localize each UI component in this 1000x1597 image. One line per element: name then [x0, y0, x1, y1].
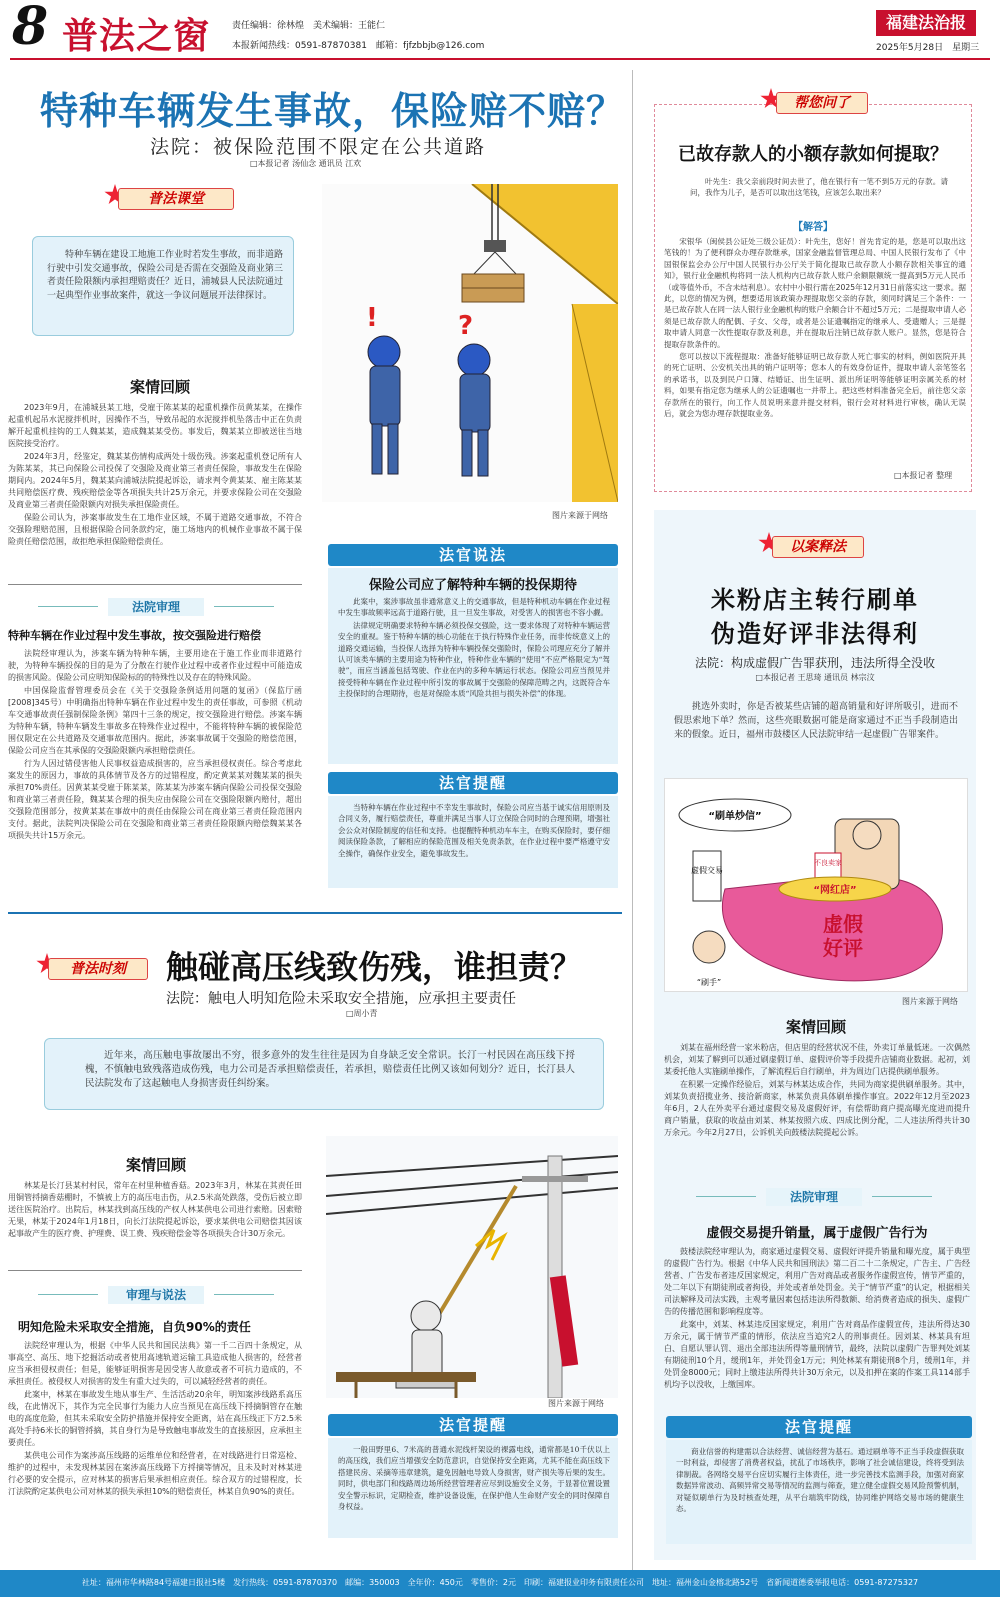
tag-label: 帮您问了	[776, 92, 868, 114]
paragraph: 某供电公司作为案涉高压线路的运维单位和经营者，在对线路进行日常巡检、维护的过程中，未发现林某因在案涉高压线路下方捋摘等情况，且未及时对林某进行必要的安全提示，应对林某的损害后果承担相应责任。综合双方的过错程度，长汀法院酌定某供电公司对林某的损失承担10%的赔偿责任，林某自负90%的责任。	[8, 1451, 302, 1496]
bubble-text: “刷单炒信”	[708, 811, 762, 822]
article2-byline: □周小青	[346, 1009, 378, 1018]
cartoon-illustration	[664, 778, 968, 992]
paper-logo	[876, 10, 976, 36]
tag-label: 普法时刻	[48, 958, 148, 980]
trial-section-bar: 法院审理	[766, 1188, 862, 1206]
footer-bar	[0, 1570, 1000, 1597]
judge-reminds-box	[328, 796, 618, 888]
svg-text:?: ?	[458, 311, 474, 341]
article4-title-line1: 米粉店主转行刷单	[711, 585, 919, 614]
divider	[8, 1270, 302, 1271]
trial-section-bar: 审理与说法	[108, 1286, 204, 1304]
hand-label: “刷手”	[696, 978, 722, 987]
paragraph: 法院经审理认为，涉案车辆为特种车辆，主要用途在于施工作业而非道路行驶，为特种车辆投保的目的是为了分散在行驶作业过程中或者作业过程中可能造成的损害风险。保险公司应明知保险标的的特殊性以及存在的特殊风险。	[8, 649, 302, 682]
power-line-drawing	[326, 1136, 618, 1398]
paragraph: 此案中，林某在事故发生地从事生产、生活活动20余年，明知案涉线路系高压线，在此情况下，其作为完全民事行为能力人应当预见在高压线下捋摘铜管存在触电的高度危险，但其未采取安全防护措施并保持安全距离，站在高压线正下方2.5米高处手持6米长的铜管捋摘，其自身行为是导致触电事故发生的直接原因，应承担主要责任。	[8, 1390, 302, 1447]
paragraph: 您可以按以下流程提取：准备好能够证明已故存款人死亡事实的材料，例如医院开具的死亡证明、公安机关出具的销户证明等；您本人的有效身份证件，提取申请人亲笔签名的承诺书，以及到民户口簿、结婚证、出生证明、派出所证明等能够证明亲属关系的材料，如果有指定您为继承人的公证遗嘱也一并带上。把这些材料准备完全后，前往您父亲存款所在的银行，向工作人员说明来意并提交材料，银行会对材料进行审核，确认无误后，就会为您办理存款提取业务。	[664, 352, 966, 419]
paragraph: 2023年9月，在浦城县某工地，受雇于陈某某的起重机操作员黄某某，在操作起重机起吊水泥搅拌机时，因操作不当，导致吊起的水泥搅拌机坠落击中正在负责解开起重机挂钩的工人魏某某，造成魏某某受伤。事发后，魏某某立即被送往当地医院接受治疗。	[8, 403, 302, 448]
article3-title: 已故存款人的小额存款如何提取？	[678, 144, 948, 165]
paragraph: 此案中，案涉事故虽非通常意义上的交通事故，但是特种机动车辆在作业过程中发生事故频率远高于道路行驶，且一旦发生事故，对受害人的损害也不容小觑。	[338, 597, 610, 618]
judge-explains-banner: 法官说法	[328, 544, 618, 566]
article1-case-text	[8, 402, 302, 580]
hotline: 本报新闻热线：0591-87870381 邮箱：fjfzbbjb@126.com	[232, 41, 485, 51]
article1-trial-text	[8, 648, 302, 894]
article2-trial-text	[8, 1340, 302, 1530]
masthead-rule	[10, 58, 990, 60]
tag-label: 普法课堂	[118, 188, 234, 210]
article1-trial-heading: 特种车辆在作业过程中发生事故，按交强险进行赔偿	[8, 629, 261, 642]
paragraph: 行为人因过错侵害他人民事权益造成损害的，应当承担侵权责任。综合考虑此案发生的原因力，事故的具体情节及各方的过错程度，酌定黄某某对魏某某的损失承担70%责任。因黄某某受雇于陈某某，陈某某为涉案车辆向保险公司投保交强险和商业第三者责任险，魏某某合理的损失应由保险公司在交强险限额内赔付，超出交强险范围部分，按黄某某在事故中的责任由保险公司在商业第三者责任险范围内支付。据此，法院判决保险公司在交强险和商业第三者责任险限额内赔偿魏某某各项损失共计15万余元。	[8, 759, 302, 840]
judge-reminds-banner: 法官提醒	[328, 1414, 618, 1436]
article2-intro: 近年来，高压触电事故屡出不穷，很多意外的发生往往是因为自身缺乏安全常识。长汀一村民因在高压线下捋槐，不慎触电致残落造成伤残，电力公司是否承担赔偿责任，若承担，赔偿责任比例又该如何划分？近日，长汀县人民法院发布了这起触电人身损害责任纠纷案。	[85, 1050, 575, 1089]
article1-intro-box	[32, 236, 294, 336]
fake-text-1: 虚假	[823, 912, 863, 936]
article4-subtitle: 法院：构成虚假广告罪获刑，违法所得全没收	[694, 656, 935, 670]
footer-text: 社址：福州市华林路84号福建日报社5楼 发行热线：0591-87870370 邮编：350003 全年价：450元 零售价：2元 印刷：福建报业印务有限责任公司 地址：福州金山金榕北路52号 省新闻道德委举报电话：0591-87275327	[81, 1578, 919, 1587]
judge-reminds-text: 当特种车辆在作业过程中不幸发生事故时，保险公司应当基于诚实信用原则及合同义务，履行赔偿责任，尊重并满足当事人订立保险合同时的合理预期，增强社会公众对保险制度的信任和支持。也提醒特种机动车车主，在购买保险时，要仔细阅读保险条款，了解相应的保险范围及相关免责条款，在作业过程中要严格遵守安全操作，确保作业安全，避免事故发生。	[338, 803, 610, 858]
article1-title: 特种车辆发生事故，保险赔不赔？	[40, 88, 626, 133]
image-credit: 图片来源于网络	[552, 511, 608, 520]
article4-intro: 挑选外卖时，你是否被某些店铺的超高销量和好评所吸引，进而不假思索地下单？然而，这些亮眼数据可能是商家通过不正当手段制造出来的假象。近日，福州市鼓楼区人民法院审结一起虚假广告罪案件。	[674, 702, 958, 740]
article1-subtitle: 法院：被保险范围不限定在公共道路	[150, 136, 487, 158]
article1-intro: 特种车辆在建设工地施工作业时若发生事故，而非道路行驶中引发交通事故，保险公司是否需在交强险及商业第三者责任险限额内承担理赔责任？近日，浦城县人民法院通过一起典型作业事故案件，就这一争议问题展开法律探讨。	[47, 250, 283, 301]
judge-reminds-box	[666, 1440, 972, 1544]
judge-explains-box	[328, 568, 618, 764]
article1-byline: □本报记者 汤仙念 通讯员 江欢	[250, 159, 362, 168]
column-divider	[632, 70, 633, 1570]
cartoon-drawing	[665, 779, 968, 992]
masthead	[0, 0, 1000, 62]
crane-drawing	[322, 184, 618, 502]
trial-section-bar: 法院审理	[108, 598, 204, 616]
article4-byline: □本报记者 王思琦 通讯员 林宗汶	[755, 673, 875, 682]
case-review-heading: 案情回顾	[785, 1018, 846, 1036]
case-review-heading: 案情回顾	[125, 1156, 186, 1174]
article2-case-text	[8, 1180, 302, 1262]
paragraph: 中国保险监督管理委员会在《关于交强险条例适用问题的复函》（保监厅函[2008]345号）中明确指出特种车辆在作业过程中发生的责任事故，可参照《机动车交通事故责任强制保险条例》第四十三条的规定，按交强险进行赔偿。涉案车辆为特种车辆，特种车辆发生事故多在特殊作业过程中，不能将特种车辆的被保险范围仅限定在公共道路及交通事故范围内。据此，涉案事故属于交强险的赔偿范围，保险公司应当在其承保的交强险限额内承担赔偿责任。	[8, 686, 302, 755]
paragraph: 此案中，刘某、林某违反国家规定，利用广告对商品作虚假宣传，违法所得达30万余元，属于情节严重的情形，依法应当追究2人的刑事责任。因刘某、林某具有坦白、自愿认罪认罚、退出全部违法所得等量刑情节，最终，法院以虚假广告罪判处刘某有期徒刑10个月，缓刑1年，并处罚金1万元；判处林某有期徒刑8个月，缓刑1年，并处罚金8000元；同时上缴违法所得共计30万余元，以及扣押在案的作案工具114部手机均予以没收，上缴国库。	[664, 1320, 970, 1389]
fake-text-2: 好评	[823, 936, 863, 960]
divider	[8, 584, 302, 585]
paragraph: 法律规定明确要求特种车辆必须投保交强险，这一要求体现了对特种车辆运营安全的重视。鉴于特种车辆的核心功能在于执行特殊作业任务，而非传统意义上的道路交通运输，当投保人选择为特种车辆投保交强险时，保险公司理应充分了解并认可该类车辆的主要用途为特种作业，特种作业车辆的“使用”不应严格限定为“驾驶”，而应当涵盖包括驾驶、作业在内的多种车辆运行状态。保险公司应当预见并接受特种车辆在作业过程中所引发的事故属于交强险的保障范畴之内，这既符合车主投保时的合理期待，也是对保险本质“风险共担与损失补偿”的体现。	[338, 620, 610, 699]
issue-date: 2025年5月28日 星期三	[876, 43, 980, 53]
judge-explains-text	[338, 596, 610, 760]
paragraph: 法院经审理认为，根据《中华人民共和国民法典》第一千二百四十条规定，从事高空、高压、地下挖掘活动或者使用高速轨道运输工具造成他人损害的，经营者应当承担侵权责任；但是，能够证明损害是因受害人故意或者不可抗力造成的，不承担责任。被侵权人对损害的发生有重大过失的，可以减轻经营者的责任。	[8, 1341, 302, 1386]
judge-reminds-box	[328, 1438, 618, 1538]
article2-intro-box	[44, 1038, 604, 1110]
judge-reminds-text: 商业信誉的构建需以合法经营、诚信经营为基石。通过刷单等不正当手段虚假获取一时利益，却侵害了消费者权益，扰乱了市场秩序，影响了社会诚信建设，终将受到法律制裁。各网络交易平台应切实履行主体责任，进一步完善技术监测手段，加强对商家数据异常波动、高频异常交易等情况的监测与筛查，建立健全虚假交易风险预警机制，对疑似刷单行为及时核查处理，从平台端筑牢防线，协同维护网络交易市场的健康生态。	[676, 1447, 964, 1514]
judge-reminds-banner: 法官提醒	[666, 1416, 972, 1438]
crane-illustration	[322, 184, 618, 502]
shop-sign: “网红店”	[813, 885, 857, 896]
paper-name: 福建法治报	[885, 13, 966, 32]
power-line-illustration	[326, 1136, 618, 1398]
deal-sign: 虚假交易	[691, 866, 723, 875]
judge-explains-heading: 保险公司应了解特种车辆的投保期待	[368, 578, 577, 593]
tag-label: 以案释法	[772, 536, 864, 558]
paragraph: 2024年3月，经鉴定，魏某某伤情构成两处十级伤残。涉案起重机登记所有人为陈某某，其已向保险公司投保了交强险及商业第三者责任保险，事故发生在保险期间内。2024年5月，魏某某向浦城法院提起诉讼，请求判令黄某某、雇主陈某某共同赔偿医疗费、残疾赔偿金等各项损失共计25万余元，并要求保险公司在交强险及商业第三者责任险限额内对损失承担保险责任。	[8, 452, 302, 509]
article4-title-line2: 伪造好评非法得利	[711, 619, 919, 648]
paragraph: 保险公司认为，涉案事故发生在工地作业区域，不属于道路交通事故，不符合交强险理赔范围，且根据保险合同条款约定，施工场地内的机械作业事故不属于保险责任赔偿范围，故拒绝承担保险赔偿责任。	[8, 513, 302, 546]
article3-answer-text	[664, 236, 966, 464]
article2-title: 触碰高压线致伤残，谁担责？	[166, 948, 583, 986]
section-title: 普法之窗	[62, 15, 211, 57]
divider	[8, 912, 622, 914]
case-review-heading: 案情回顾	[129, 378, 190, 396]
svg-text:!: !	[366, 303, 378, 333]
paragraph: 刘某在福州经营一家米粉店，但店里的经营状况不佳，外卖订单量低迷。一次偶然机会，刘某了解到可以通过刷虚假订单、虚假评价等手段提升店铺商业数据。起初，刘某委托他人实施刷单操作，了解流程后自行刷单，并为周边门店提供刷单服务。	[664, 1043, 970, 1076]
paragraph: 在积累一定操作经验后，刘某与林某达成合作，共同为商家提供刷单服务。其中，刘某负责招揽业务、接洽新商家，林某负责具体刷单操作事宜。2022年12月至2023年6月，2人在外卖平台通过虚假交易及虚假好评，有偿帮助商户提高曝光度进而提升商户销量，获取的收益由刘某、林某按照六成、四成比例分配，二人违法所得共计30万余元。今年2月27日，公诉机关向鼓楼法院提起公诉。	[664, 1080, 970, 1137]
page-number: 8	[12, 0, 49, 57]
editors: 责任编辑：徐林煌 美术编辑：王能仁	[232, 21, 386, 31]
judge-reminds-text: 一般田野里6、7米高的普通水泥线杆架设的裸露电线，通常都是10千伏以上的高压线，我们应当增强安全防范意识，自觉保持安全距离，尤其不能在高压线下搭建民房、采摘等违章建筑，避免因触电导致人身损害，财产损失等后果的发生。同时，供电部门和线路周边场所经营管理者应尽到设施安全义务，于显著位置设置安全警示标识，定期检查，维护设备设施，在保护他人生命财产安全的同时保障自身权益。	[338, 1445, 610, 1512]
article3-signoff: □本报记者 整理	[894, 471, 953, 480]
article4-case-text	[664, 1042, 970, 1176]
paragraph: 宋银华（闽侯县公证处三级公证员）：叶先生，您好！首先肯定的是，您是可以取出这笔钱的！为了便利群众办理存款继承，国家金融监督管理总局、中国人民银行发布了《中国银保监会办公厅中国人民银行办公厅关于简化提取已故存款人小额存款相关事宜的通知》，银行业金融机构将同一法人机构内已故存款人账户余额限额统一提高到5万元人民币（或等值外币，不含未结利息）。农村中小银行需在2025年12月31日前落实这一要求。据此，以您的情况为例，想要适用该政策办理提取您父亲的存款，须同时满足三个条件：一是已故存款人在同一法人银行业金融机构的账户余额合计不超过5万元；二是提取申请人必须是已故存款人的配偶、子女、父母，或者是公证遗嘱指定的继承人、受遗赠人；三是提取申请人同意一次性提取存款及利息，并在提取后注销已故存款人账户。显然，您是符合提取存款条件的。	[664, 237, 966, 349]
article2-trial-heading: 明知危险未采取安全措施，自负90%的责任	[18, 1320, 251, 1334]
article4-trial-text	[664, 1246, 970, 1396]
bad-seller-sign: 不良卖家	[814, 859, 842, 867]
article3-question: 叶先生：我父亲前段时间去世了，他在银行有一笔不到5万元的存款。请问，我作为儿子，是否可以取出这笔钱，应该怎么取出来？	[690, 177, 948, 197]
article2-subtitle: 法院：触电人明知危险未采取安全措施，应承担主要责任	[166, 991, 516, 1007]
article4-trial-heading: 虚假交易提升销量，属于虚假广告行为	[706, 1226, 928, 1241]
answer-heading: 【解答】	[793, 222, 833, 233]
judge-reminds-banner: 法官提醒	[328, 772, 618, 794]
paragraph: 林某是长汀县某村村民，常年在村里种植香菇。2023年3月，林某在其责任田用铜管捋摘香菇棚时，不慎被上方的高压电击伤，从2.5米高处跌落，受伤后被立即送往医院治疗。出院后，林某找到高压线的产权人林某供电公司进行索赔。因索赔无果，林某于2024年1月18日，向长汀法院提起诉讼，要求某供电公司赔偿其因该起事故产生的医疗费、护理费、误工费、残疾赔偿金等各项损失合计30万余元。	[8, 1181, 302, 1238]
image-credit: 图片来源于网络	[902, 997, 958, 1006]
image-credit: 图片来源于网络	[548, 1399, 604, 1408]
paragraph: 鼓楼法院经审理认为，商家通过虚假交易、虚假好评提升销量和曝光度，属于典型的虚假广告行为。根据《中华人民共和国刑法》第二百二十二条规定，广告主、广告经营者、广告发布者违反国家规定，利用广告对商品或者服务作虚假宣传，情节严重的，处二年以下有期徒刑或者拘役，并处或者单处罚金。关于“情节严重”的认定，根据相关司法解释及司法实践，主观考量因素包括违法所得数额、给消费者造成的损失、虚假广告的传播范围和影响程度等。	[664, 1247, 970, 1316]
